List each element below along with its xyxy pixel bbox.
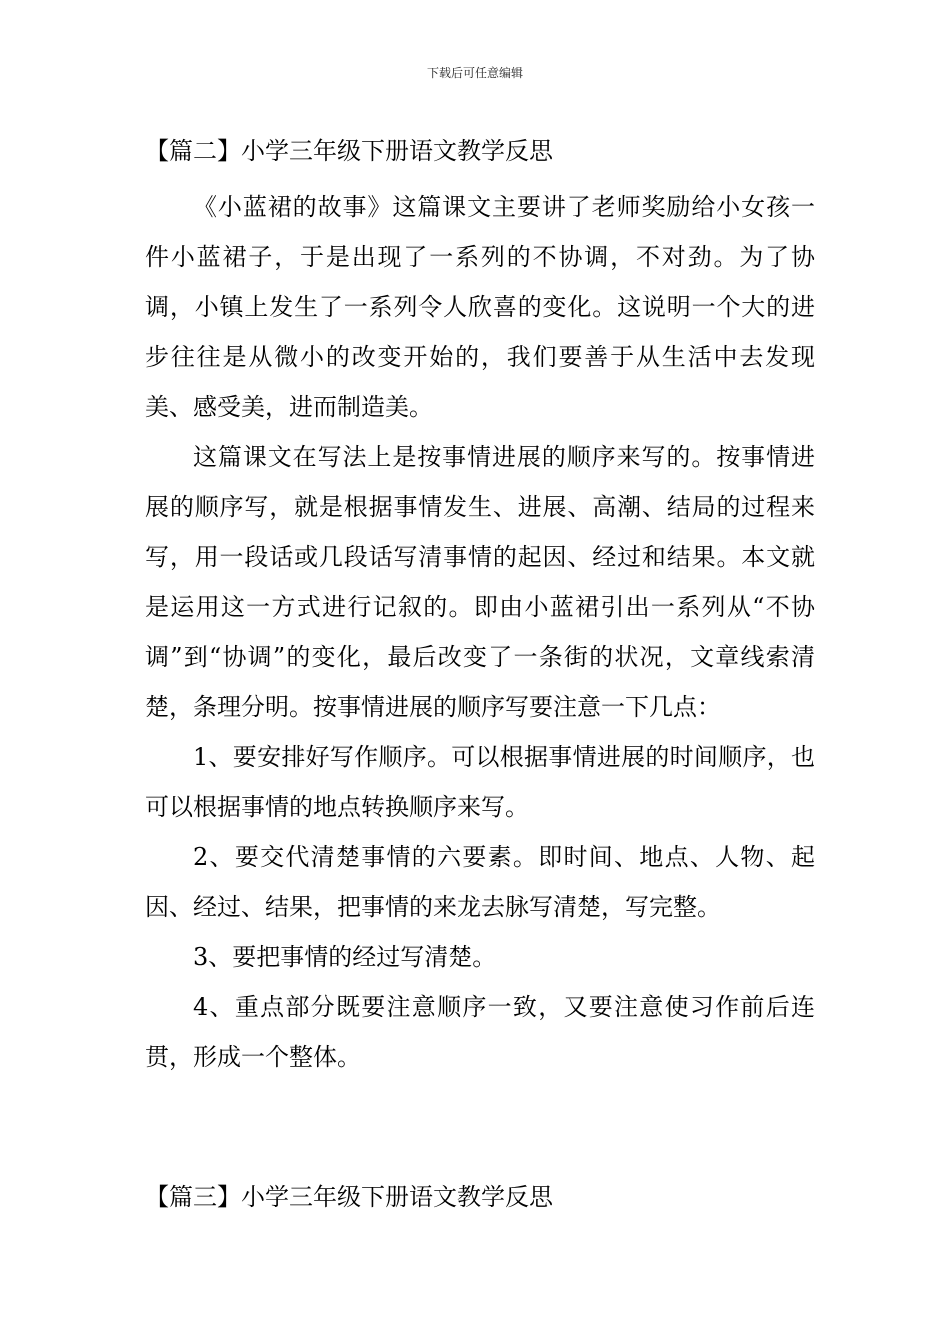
- paragraph-point-3: 3、要把事情的经过写清楚。: [193, 943, 497, 971]
- section-body-2: [145, 182, 815, 1082]
- paragraph-writing-method: 这篇课文在写法上是按事情进展的顺序来写的。按事情进展的顺序写，就是根据事情发生、进展、高潮、结局的过程来写，用一段话或几段话写清事情的起因、经过和结果。本文就是运用这一方式进行记叙的。即由小蓝裙引出一系列从“不协调”到“协调”的变化，最后改变了一条街的状况，文章线索清楚，条理分明。按事情进展的顺序写要注意一下几点：: [145, 443, 815, 721]
- paragraph-summary: 《小蓝裙的故事》这篇课文主要讲了老师奖励给小女孩一件小蓝裙子，于是出现了一系列的不协调，不对劲。为了协调，小镇上发生了一系列令人欣喜的变化。这说明一个大的进步往往是从微小的改变开始的，我们要善于从生活中去发现美、感受美，进而制造美。: [145, 193, 815, 421]
- paragraph-point-2: 2、要交代清楚事情的六要素。即时间、地点、人物、起因、经过、结果，把事情的来龙去脉写清楚，写完整。: [145, 843, 815, 921]
- section-heading-2: 【篇二】小学三年级下册语文教学反思: [145, 137, 553, 165]
- section-heading-3: 【篇三】小学三年级下册语文教学反思: [145, 1183, 553, 1211]
- paragraph-point-1: 1、要安排好写作顺序。可以根据事情进展的时间顺序，也可以根据事情的地点转换顺序来写。: [145, 743, 815, 821]
- paragraph-point-4: 4、重点部分既要注意顺序一致，又要注意使习作前后连贯，形成一个整体。: [145, 993, 815, 1071]
- header-note: 下载后可任意编辑: [426, 66, 523, 80]
